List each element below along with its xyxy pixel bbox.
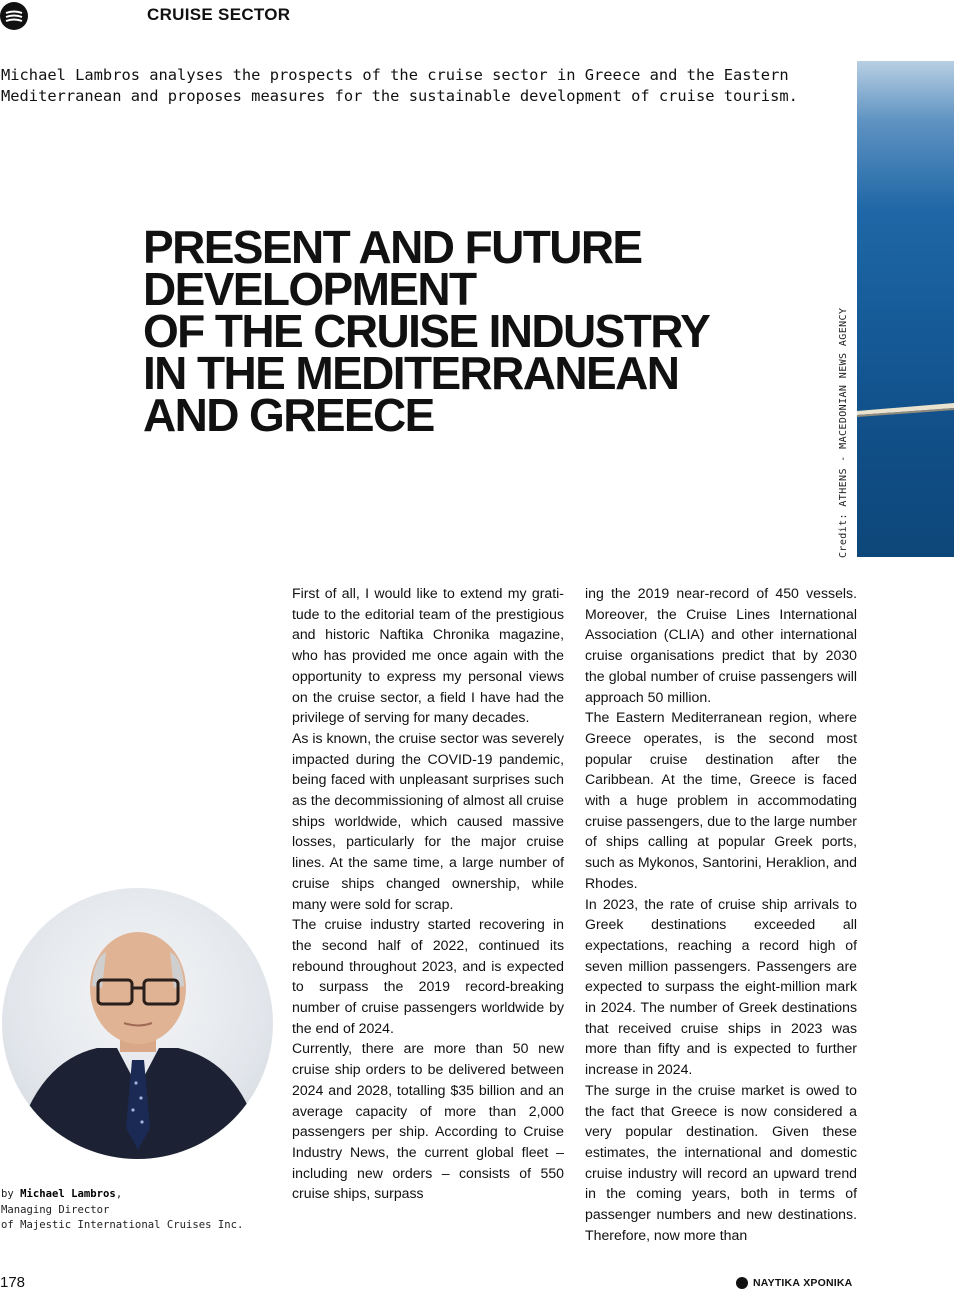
paragraph: The Eastern Mediterranean region, where Greece operates, is the second most popular cruise destination after the Caribbean. At the time, Greece is faced with a huge problem in accommodating cruise passengers, due to the large number of ships calling at popular Greek ports, such as Mykonos, Santorini, Heraklion, and Rhodes. bbox=[585, 709, 857, 891]
headline-line: AND GREECE bbox=[143, 389, 434, 441]
paragraph: In 2023, the rate of cruise ship arrivals to Greek destinations exceeded all expectations, reaching a record high of seven million passengers. Passengers are expected to surpass the eight-million mark in 2024. The number of Greek destinations that received cruise ships in 2023 was more than fifty and is expected to further increase in 2024. bbox=[585, 895, 857, 1078]
page-number: 178 bbox=[0, 1274, 26, 1291]
headline bbox=[143, 221, 803, 441]
author-company: of Majestic International Cruises Inc. bbox=[1, 1219, 244, 1231]
author-portrait bbox=[2, 888, 273, 1159]
footer-brand bbox=[736, 1277, 852, 1289]
paragraph: The cruise industry started recovering in the second half of 2022, continued its rebound throughout 2023, and is expected to surpass the 2019 record-breaking number of cruise passengers worldwide by the end of 2024. bbox=[292, 916, 564, 1036]
author-role: Managing Director bbox=[1, 1203, 110, 1216]
body-column-1 bbox=[292, 583, 564, 1204]
paragraph: Currently, there are more than 50 new cruise ship orders to be delivered between 2024 and 2028, totalling $35 billion and an average capacity of more than 2,000 passengers per ship. According to Cruise Industry News, the current global fleet – including new orders – consists of 550 cruise ships, surpass bbox=[292, 1040, 564, 1202]
author-name: Michael Lambros bbox=[20, 1188, 116, 1200]
pier-shape bbox=[857, 401, 954, 417]
paragraph: First of all, I would like to extend my gratitude to the editorial team of the prestigious and historic Naftika Chronika magazine, who has provided me once again with the opportunity to express my personal views on the cruise sector, a field I have had the privilege of serving for many decades. bbox=[292, 585, 564, 726]
magazine-logo-icon bbox=[0, 2, 28, 30]
intro-text: Michael Lambros analyses the prospects of the cruise sector in Greece and the Eastern Mediterranean and proposes measures for the sustainable development of cruise tourism. bbox=[1, 66, 798, 105]
brand-name: ΝΑΥΤΙΚΑ ΧΡΟΝΙΚΑ bbox=[753, 1277, 853, 1289]
paragraph: ing the 2019 near-record of 450 vessels. Moreover, the Cruise Lines International Association (CLIA) and other international cruise organisations predict that by 2030 the global number of cruise passengers will approach 50 million. bbox=[585, 585, 857, 705]
headline-line: OF THE CRUISE INDUSTRY bbox=[143, 305, 710, 357]
headline-line: PRESENT AND FUTURE bbox=[143, 221, 642, 273]
headline-line: DEVELOPMENT bbox=[143, 263, 476, 315]
brand-logo-icon bbox=[736, 1277, 748, 1289]
section-label: CRUISE SECTOR bbox=[147, 5, 291, 24]
photo-credit: Credit: ATHENS - MACEDONIAN NEWS AGENCY bbox=[838, 307, 849, 558]
paragraph: The surge in the cruise market is owed to the fact that Greece is now considered a very popular destination. Given these estimates, the international and domestic cruise industry will record an upward trend in the coming years, both in terms of passenger numbers and new destinations. Therefore, now more than bbox=[585, 1081, 857, 1243]
byline-suffix: , bbox=[115, 1188, 123, 1200]
sea-photo bbox=[857, 61, 954, 557]
paragraph: As is known, the cruise sector was severely impacted during the COVID-19 pandemic, being faced with unpleasant surprises such as the decommissioning of almost all cruise ships worldwide, which caused massive losses, particularly for the major cruise lines. At the same time, a large number of cruise ships changed ownership, while many were sold for scrap. bbox=[292, 729, 564, 912]
byline-prefix: by bbox=[1, 1188, 21, 1200]
body-column-2 bbox=[585, 583, 857, 1246]
headline-line: IN THE MEDITERRANEAN bbox=[143, 347, 679, 399]
byline bbox=[1, 1187, 243, 1234]
